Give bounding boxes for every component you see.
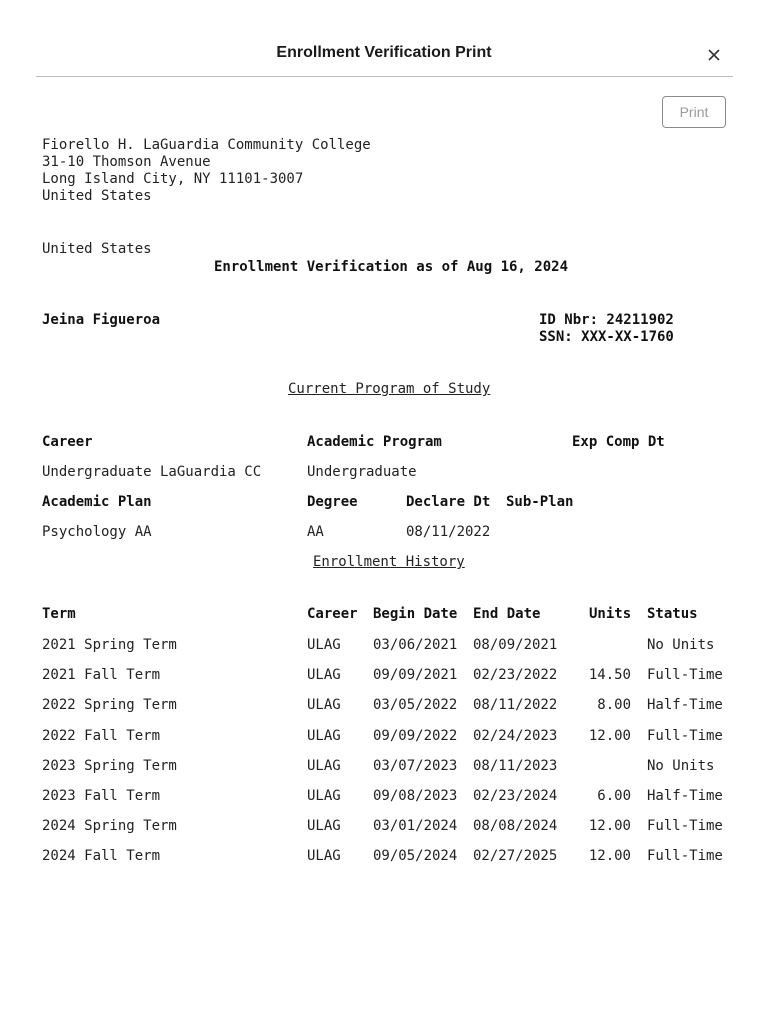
row-term: 2023 Spring Term	[42, 757, 177, 774]
row-end: 02/23/2022	[473, 667, 558, 684]
row-term: 2021 Spring Term	[42, 637, 177, 653]
row-career: ULAG	[307, 848, 341, 865]
close-icon	[703, 44, 725, 66]
row-status: Half-Time	[647, 697, 723, 714]
row-career: ULAG	[307, 697, 341, 714]
row-career: ULAG	[307, 818, 341, 835]
program-degree: AA	[307, 524, 324, 540]
row-begin: 09/09/2022	[373, 727, 458, 744]
program-academic-program: Undergraduate	[307, 464, 417, 480]
header-academic-program: Academic Program	[307, 434, 442, 450]
header-hist-career: Career	[307, 606, 358, 622]
dialog-title: Enrollment Verification Print	[276, 44, 492, 61]
row-begin: 09/08/2023	[373, 788, 458, 804]
row-term: 2023 Fall Term	[42, 788, 161, 804]
row-begin: 09/05/2024	[373, 848, 458, 865]
student-id: ID Nbr: 24211902	[539, 312, 674, 328]
row-status: No Units	[647, 757, 715, 774]
print-button[interactable]: Print	[662, 96, 726, 128]
student-country: United States	[42, 241, 152, 257]
header-sub-plan: Sub-Plan	[506, 494, 574, 510]
row-begin: 03/06/2021	[373, 637, 458, 653]
header-career: Career	[42, 434, 93, 450]
row-end: 08/09/2021	[473, 637, 558, 653]
row-status: No Units	[647, 637, 715, 653]
row-career: ULAG	[307, 727, 341, 744]
row-begin: 03/05/2022	[373, 697, 458, 714]
report-title: Enrollment Verification as of Aug 16, 2024	[214, 259, 569, 275]
header-divider	[36, 76, 733, 77]
program-career: Undergraduate LaGuardia CC	[42, 464, 262, 480]
row-term: 2022 Fall Term	[42, 727, 161, 744]
row-units: 12.00	[588, 848, 631, 865]
row-career: ULAG	[307, 637, 341, 653]
program-declare-dt: 08/11/2022	[406, 524, 491, 540]
row-begin: 03/07/2023	[373, 757, 458, 774]
row-end: 02/23/2024	[473, 788, 558, 804]
row-status: Full-Time	[647, 848, 723, 865]
row-end: 02/27/2025	[473, 848, 558, 865]
row-end: 02/24/2023	[473, 727, 558, 744]
row-term: 2022 Spring Term	[42, 697, 177, 714]
row-career: ULAG	[307, 757, 341, 774]
program-academic-plan: Psychology AA	[42, 524, 152, 540]
row-status: Full-Time	[647, 667, 723, 684]
header-term: Term	[42, 606, 76, 622]
row-status: Half-Time	[647, 788, 723, 804]
header-academic-plan: Academic Plan	[42, 494, 152, 510]
row-units: 14.50	[588, 667, 631, 684]
institution-country: United States	[42, 188, 152, 204]
row-career: ULAG	[307, 788, 341, 804]
row-end: 08/11/2022	[473, 697, 558, 714]
row-term: 2024 Spring Term	[42, 818, 177, 835]
row-status: Full-Time	[647, 727, 723, 744]
header-declare-dt: Declare Dt	[406, 494, 491, 510]
header-exp-comp-dt: Exp Comp Dt	[572, 434, 665, 450]
row-begin: 03/01/2024	[373, 818, 458, 835]
header-degree: Degree	[307, 494, 358, 510]
close-button[interactable]	[703, 44, 725, 66]
row-end: 08/08/2024	[473, 818, 558, 835]
header-units: Units	[589, 606, 632, 622]
student-ssn: SSN: XXX-XX-1760	[539, 329, 674, 345]
header-status: Status	[647, 606, 698, 622]
institution-city: Long Island City, NY 11101-3007	[42, 171, 304, 187]
header-end-date: End Date	[473, 606, 541, 622]
institution-name: Fiorello H. LaGuardia Community College	[42, 137, 371, 153]
row-begin: 09/09/2021	[373, 667, 458, 684]
row-status: Full-Time	[647, 818, 723, 835]
history-section-title: Enrollment History	[313, 554, 465, 570]
row-career: ULAG	[307, 667, 341, 684]
institution-street: 31-10 Thomson Avenue	[42, 154, 211, 170]
row-term: 2024 Fall Term	[42, 848, 161, 865]
row-term: 2021 Fall Term	[42, 667, 161, 684]
row-units: 12.00	[588, 818, 631, 835]
row-end: 08/11/2023	[473, 757, 558, 774]
student-name: Jeina Figueroa	[42, 312, 161, 328]
header-begin-date: Begin Date	[373, 606, 458, 622]
program-section-title: Current Program of Study	[288, 381, 491, 397]
row-units: 8.00	[597, 697, 631, 714]
row-units: 6.00	[597, 788, 631, 804]
row-units: 12.00	[588, 727, 631, 744]
